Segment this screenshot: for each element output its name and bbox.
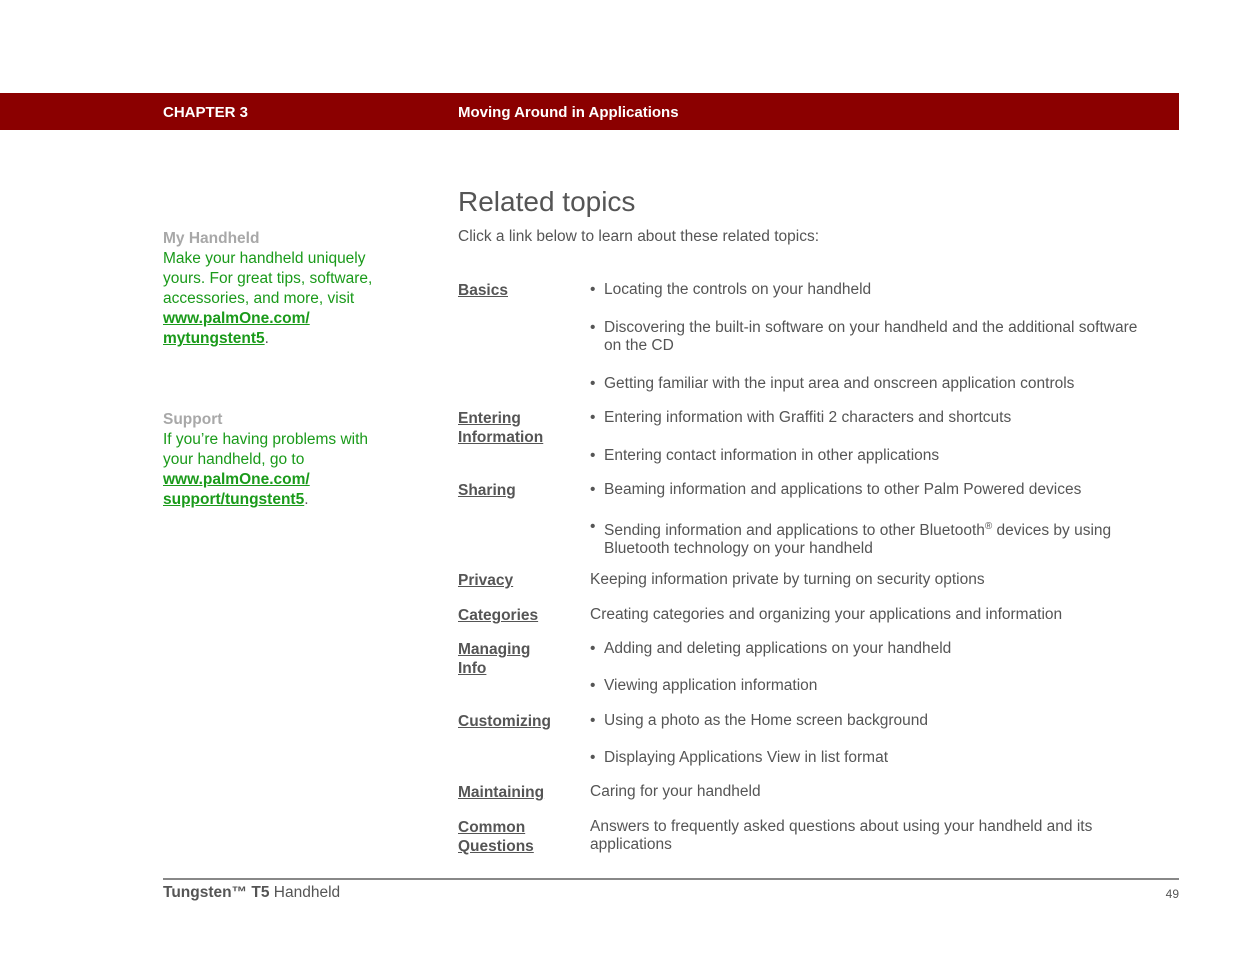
sidebar-link-wrapper [163, 309, 378, 349]
bullet-text: Sending information and applications to other Bluetooth [604, 522, 985, 540]
topic-link-customizing[interactable]: Customizing [458, 713, 551, 730]
topic-link-basics[interactable]: Basics [458, 282, 508, 299]
bullet-item: • Entering contact information in other applications [590, 447, 1140, 465]
product-name-bold: Tungsten™ T5 [163, 884, 270, 901]
topic-description: Creating categories and organizing your applications and information [590, 606, 1063, 623]
bullet-item: • Locating the controls on your handheld [590, 281, 1140, 299]
sidebar-my-handheld [163, 229, 378, 349]
topic-link-label: Entering [458, 410, 521, 427]
topic-link-privacy[interactable]: Privacy [458, 572, 514, 589]
topic-link-label: Common [458, 819, 526, 836]
topic-link-common-questions[interactable] [458, 818, 534, 856]
bullet-item: • Entering information with Graffiti 2 characters and shortcuts [590, 409, 1140, 427]
link-period: . [304, 491, 309, 508]
topic-description: Keeping information private by turning on security options [590, 571, 985, 588]
mytungstent5-link-line2[interactable]: mytungstent5 [163, 330, 265, 347]
support-link-line2[interactable]: support/tungstent5 [163, 491, 305, 508]
page-number: 49 [1165, 887, 1179, 901]
intro-text: Click a link below to learn about these related topics: [458, 228, 820, 245]
bullet-item: • Displaying Applications View in list format [590, 749, 1140, 767]
topic-description: Caring for your handheld [590, 783, 761, 800]
support-link-line1[interactable]: www.palmOne.com/ [163, 471, 310, 488]
footer-product-name [163, 884, 340, 902]
link-period: . [264, 330, 269, 347]
mytungstent5-link-line1[interactable]: www.palmOne.com/ [163, 310, 310, 327]
topic-link-categories[interactable]: Categories [458, 607, 539, 624]
bullet-item: • Using a photo as the Home screen background [590, 712, 1140, 730]
chapter-label: CHAPTER 3 [163, 104, 249, 121]
sidebar-heading-support: Support [163, 411, 223, 428]
product-name-rest: Handheld [269, 884, 341, 901]
bullet-item: • Beaming information and applications to other Palm Powered devices [590, 481, 1140, 499]
topic-link-managing-info[interactable] [458, 640, 530, 678]
topic-link-entering-information[interactable] [458, 409, 543, 447]
bullet-item: • Getting familiar with the input area and onscreen application controls [590, 375, 1140, 393]
topic-link-label: Questions [458, 838, 534, 855]
bullet-item: • Viewing application information [590, 677, 1140, 695]
bullet-item: • Discovering the built-in software on your handheld and the additional software on the CD [590, 319, 1140, 355]
footer-divider [163, 878, 1179, 880]
topic-link-label: Info [458, 660, 487, 677]
sidebar-link-wrapper [163, 470, 378, 510]
topic-link-sharing[interactable]: Sharing [458, 482, 516, 499]
topic-link-label: Managing [458, 641, 531, 658]
bullet-item: • Adding and deleting applications on your handheld [590, 640, 1140, 658]
bullet-item [590, 518, 1140, 558]
sidebar-support [163, 410, 378, 510]
topic-description: Answers to frequently asked questions about using your handheld and its applications [590, 818, 1093, 853]
section-title: Related topics [458, 186, 636, 217]
bullet-text: devices by using Bluetooth technology on your handheld [604, 522, 1112, 558]
sidebar-heading-my-handheld: My Handheld [163, 230, 260, 247]
topic-link-label: Information [458, 429, 544, 446]
sidebar-text-my-handheld: Make your handheld uniquely yours. For great tips, software, accessories, and more, visit [163, 250, 373, 307]
topic-link-maintaining[interactable]: Maintaining [458, 784, 545, 801]
registered-mark: ® [984, 521, 993, 532]
chapter-title: Moving Around in Applications [458, 104, 679, 121]
sidebar-text-support: If you’re having problems with your handheld, go to [163, 431, 369, 468]
